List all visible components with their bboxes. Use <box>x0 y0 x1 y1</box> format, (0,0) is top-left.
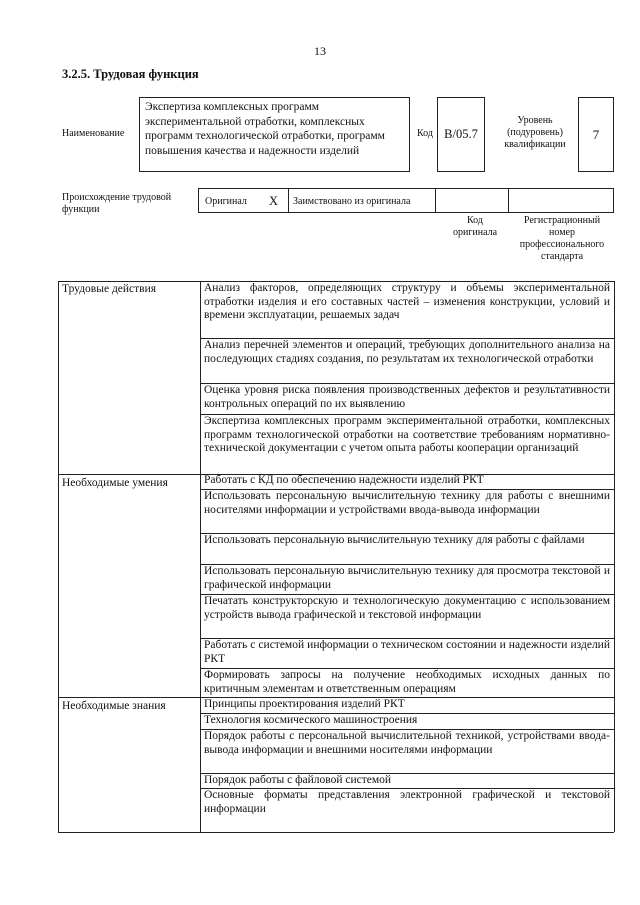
table-row: Использовать персональную вычислительную технику для работы с внешними носителями информации и устройствами ввода-вывода информации <box>204 490 610 516</box>
table-row: Печатать конструкторскую и технологическую документацию с использованием устройств вывода графической и текстовой информации <box>204 595 610 621</box>
code-label: Код <box>417 128 433 139</box>
origin-cell-code <box>435 188 509 213</box>
section-title-skills: Необходимые умения <box>62 477 168 489</box>
page-number: 13 <box>314 44 326 58</box>
row-divider <box>200 788 614 789</box>
origin-cell-borrowed <box>288 188 436 213</box>
original-label: Оригинал <box>205 196 247 207</box>
table-row: Принципы проектирования изделий РКТ <box>204 698 405 710</box>
function-name: Экспертиза комплексных программ экспериментальной отработки, комплексных программ технологической отработки, программ повышения качества и надежности изделий <box>139 97 410 172</box>
table-row: Анализ факторов, определяющих структуру и объемы экспериментальной отработки изделия и его составных частей – изменения конструкции, условий и времени эксплуатации, решаемых задач <box>204 282 610 322</box>
section-title-knowledge: Необходимые знания <box>62 700 166 712</box>
origin-row <box>198 188 614 213</box>
row-divider <box>200 564 614 565</box>
table-row: Использовать персональную вычислительную технику для просмотра текстовой и графической информации <box>204 565 610 591</box>
row-divider <box>200 773 614 774</box>
name-label: Наименование <box>62 128 125 139</box>
row-divider <box>200 489 614 490</box>
row-divider <box>200 414 614 415</box>
reg-number-caption: Регистрационный номер профессионального стандарта <box>519 215 605 262</box>
table-row: Использовать персональную вычислительную технику для работы с файлами <box>204 534 585 546</box>
section-title-actions: Трудовые действия <box>62 283 157 295</box>
borrowed-label: Заимствовано из оригинала <box>293 196 411 207</box>
table-row: Формировать запросы на получение необходимых исходных данных по критичным элементам и ответственным операциям <box>204 669 610 695</box>
row-divider <box>200 383 614 384</box>
section-divider <box>58 697 614 698</box>
table-row: Порядок работы с персональной вычислительной техникой, устройствами ввода-вывода информации и внешними носителями информации <box>204 730 610 756</box>
table-column-divider <box>200 281 201 832</box>
origin-cell-reg <box>508 188 614 213</box>
original-mark: X <box>269 194 279 208</box>
table-row: Экспертиза комплексных программ экспериментальной отработки, комплексных программ технологической отработки на соответствие требованиям нормативно-технической документации с учетом опыта работы кооперации организаций <box>204 415 610 455</box>
table-border-bottom <box>58 832 614 833</box>
table-row: Работать с КД по обеспечению надежности изделий РКТ <box>204 474 484 486</box>
origin-label: Происхождение трудовой функции <box>62 192 172 215</box>
code-original-caption: Код оригинала <box>452 215 498 238</box>
origin-cell-original <box>198 188 289 213</box>
section-title: 3.2.5. Трудовая функция <box>62 67 199 81</box>
level-label: Уровень (подуровень) квалификации <box>504 115 566 150</box>
row-divider <box>200 338 614 339</box>
code-value: В/05.7 <box>437 97 485 172</box>
row-divider <box>200 668 614 669</box>
row-divider <box>200 638 614 639</box>
table-border-left <box>58 281 59 832</box>
table-border-top <box>58 281 614 282</box>
row-divider <box>200 729 614 730</box>
table-row: Работать с системой информации о техническом состоянии и надежности изделий РКТ <box>204 639 610 665</box>
row-divider <box>200 713 614 714</box>
table-row: Анализ перечней элементов и операций, требующих дополнительного анализа на последующих стадиях создания, по результатам их технологической отработки <box>204 339 610 365</box>
row-divider <box>200 594 614 595</box>
level-value: 7 <box>578 97 614 172</box>
row-divider <box>200 533 614 534</box>
section-divider <box>58 474 614 475</box>
table-border-right <box>614 281 615 832</box>
table-row: Оценка уровня риска появления производственных дефектов и результативности контрольных операций по их выявлению <box>204 384 610 410</box>
table-row: Основные форматы представления электронной графической и текстовой информации <box>204 789 610 815</box>
functions-table <box>58 281 614 832</box>
table-row: Порядок работы с файловой системой <box>204 774 392 786</box>
table-row: Технология космического машиностроения <box>204 714 418 726</box>
